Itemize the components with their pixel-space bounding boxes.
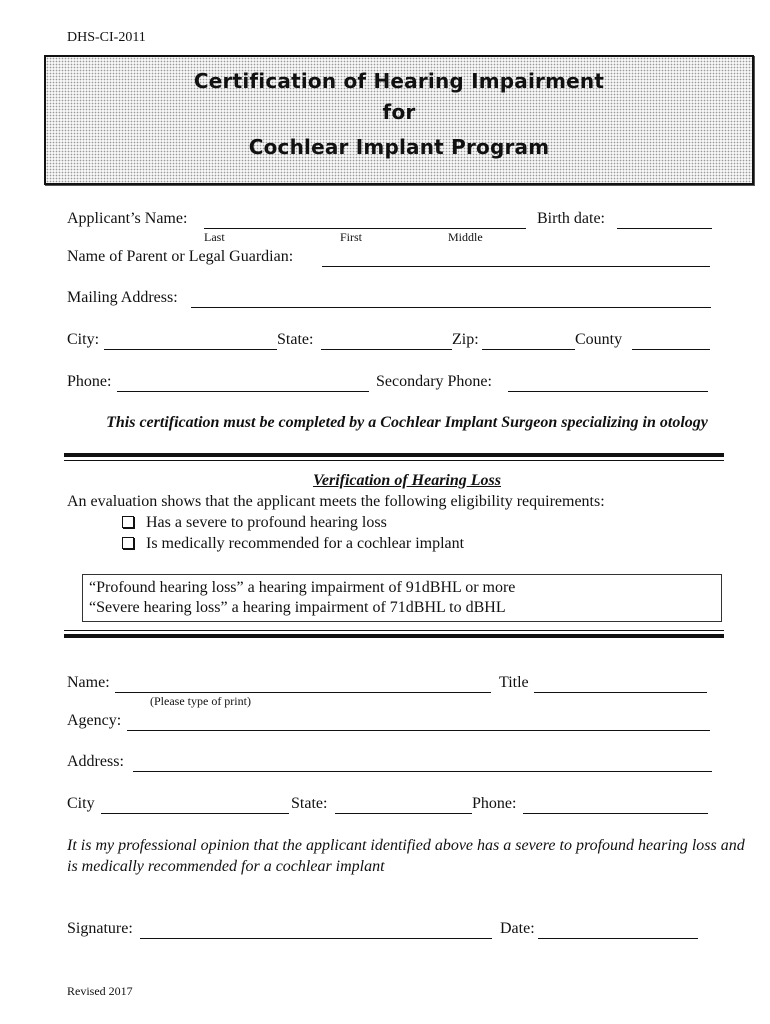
county-label: County — [575, 331, 623, 348]
phone-field[interactable] — [117, 391, 369, 392]
title-line-2: for — [382, 100, 416, 124]
zip-label: Zip: — [452, 331, 479, 348]
state-label: State: — [277, 331, 314, 348]
county-field[interactable] — [632, 349, 710, 350]
applicant-name-label: Applicant’s Name: — [67, 210, 188, 227]
guardian-label: Name of Parent or Legal Guardian: — [67, 248, 294, 265]
surgeon-address-label: Address: — [67, 753, 124, 770]
surgeon-phone-field[interactable] — [523, 813, 708, 814]
checkbox-row-severe[interactable] — [122, 514, 387, 532]
surgeon-name-hint: (Please type of print) — [150, 694, 251, 708]
mailing-row — [67, 289, 717, 311]
name-sub-middle: Middle — [448, 230, 483, 244]
guardian-field[interactable] — [322, 266, 710, 267]
professional-opinion: It is my professional opinion that the applicant identified above has a severe to profound hearing loss and is medically recommended for a cochlear implant — [67, 837, 745, 875]
checkbox-severe[interactable] — [122, 516, 134, 528]
surgeon-address-field[interactable] — [133, 771, 712, 772]
surgeon-city-label: City — [67, 795, 95, 812]
city-row — [67, 331, 717, 353]
birth-date-label: Birth date: — [537, 210, 605, 227]
definition-severe: “Severe hearing loss” a hearing impairment of 71dBHL to dBHL — [89, 599, 506, 616]
mailing-address-label: Mailing Address: — [67, 289, 178, 306]
surgeon-name-row — [67, 674, 717, 696]
surgeon-state-label: State: — [291, 795, 328, 812]
phone-row — [67, 373, 717, 395]
applicant-name-field[interactable] — [204, 228, 526, 229]
agency-row — [67, 712, 717, 734]
mailing-address-field[interactable] — [191, 307, 711, 308]
surgeon-title-label: Title — [499, 674, 529, 691]
signature-field[interactable] — [140, 938, 492, 939]
surgeon-name-field[interactable] — [115, 692, 491, 693]
agency-field[interactable] — [127, 730, 710, 731]
checkbox-row-recommended[interactable] — [122, 535, 464, 553]
agency-label: Agency: — [67, 712, 122, 729]
guardian-row — [67, 248, 717, 270]
title-banner — [44, 55, 754, 185]
signature-label: Signature: — [67, 920, 133, 937]
surgeon-city-row — [67, 795, 717, 817]
revised-note: Revised 2017 — [67, 984, 133, 998]
divider-bottom-thick — [64, 634, 724, 638]
surgeon-city-field[interactable] — [101, 813, 289, 814]
divider-top-thin — [64, 460, 724, 461]
surgeon-instruction: This certification must be completed by a Cochlear Implant Surgeon specializing in otology — [106, 414, 708, 431]
state-field[interactable] — [321, 349, 452, 350]
name-sub-first: First — [340, 230, 363, 244]
form-id: DHS-CI-2011 — [67, 30, 146, 45]
title-line-1: Certification of Hearing Impairment — [193, 69, 605, 93]
city-field[interactable] — [104, 349, 277, 350]
surgeon-title-field[interactable] — [534, 692, 707, 693]
divider-bottom-thin — [64, 630, 724, 631]
city-label: City: — [67, 331, 100, 348]
secondary-phone-field[interactable] — [508, 391, 708, 392]
surgeon-address-row — [67, 753, 717, 775]
zip-field[interactable] — [482, 349, 575, 350]
surgeon-state-field[interactable] — [335, 813, 472, 814]
checkbox-recommended[interactable] — [122, 537, 134, 549]
applicant-name-row — [67, 210, 717, 232]
surgeon-name-label: Name: — [67, 674, 110, 691]
surgeon-phone-label: Phone: — [472, 795, 517, 812]
phone-label: Phone: — [67, 373, 112, 390]
divider-top-thick — [64, 453, 724, 457]
signature-row — [67, 920, 717, 942]
definitions-box — [82, 574, 722, 622]
verification-intro: An evaluation shows that the applicant meets the following eligibility requirements: — [67, 493, 605, 510]
checkbox-severe-label: Has a severe to profound hearing loss — [146, 514, 387, 531]
name-sub-last: Last — [204, 230, 225, 244]
secondary-phone-label: Secondary Phone: — [376, 373, 492, 390]
title-line-3: Cochlear Implant Program — [248, 135, 550, 159]
date-label: Date: — [500, 920, 535, 937]
checkbox-recommended-label: Is medically recommended for a cochlear implant — [146, 535, 465, 552]
date-field[interactable] — [538, 938, 698, 939]
verification-heading: Verification of Hearing Loss — [312, 472, 501, 489]
birth-date-field[interactable] — [617, 228, 712, 229]
definition-profound: “Profound hearing loss” a hearing impairment of 91dBHL or more — [89, 579, 516, 596]
